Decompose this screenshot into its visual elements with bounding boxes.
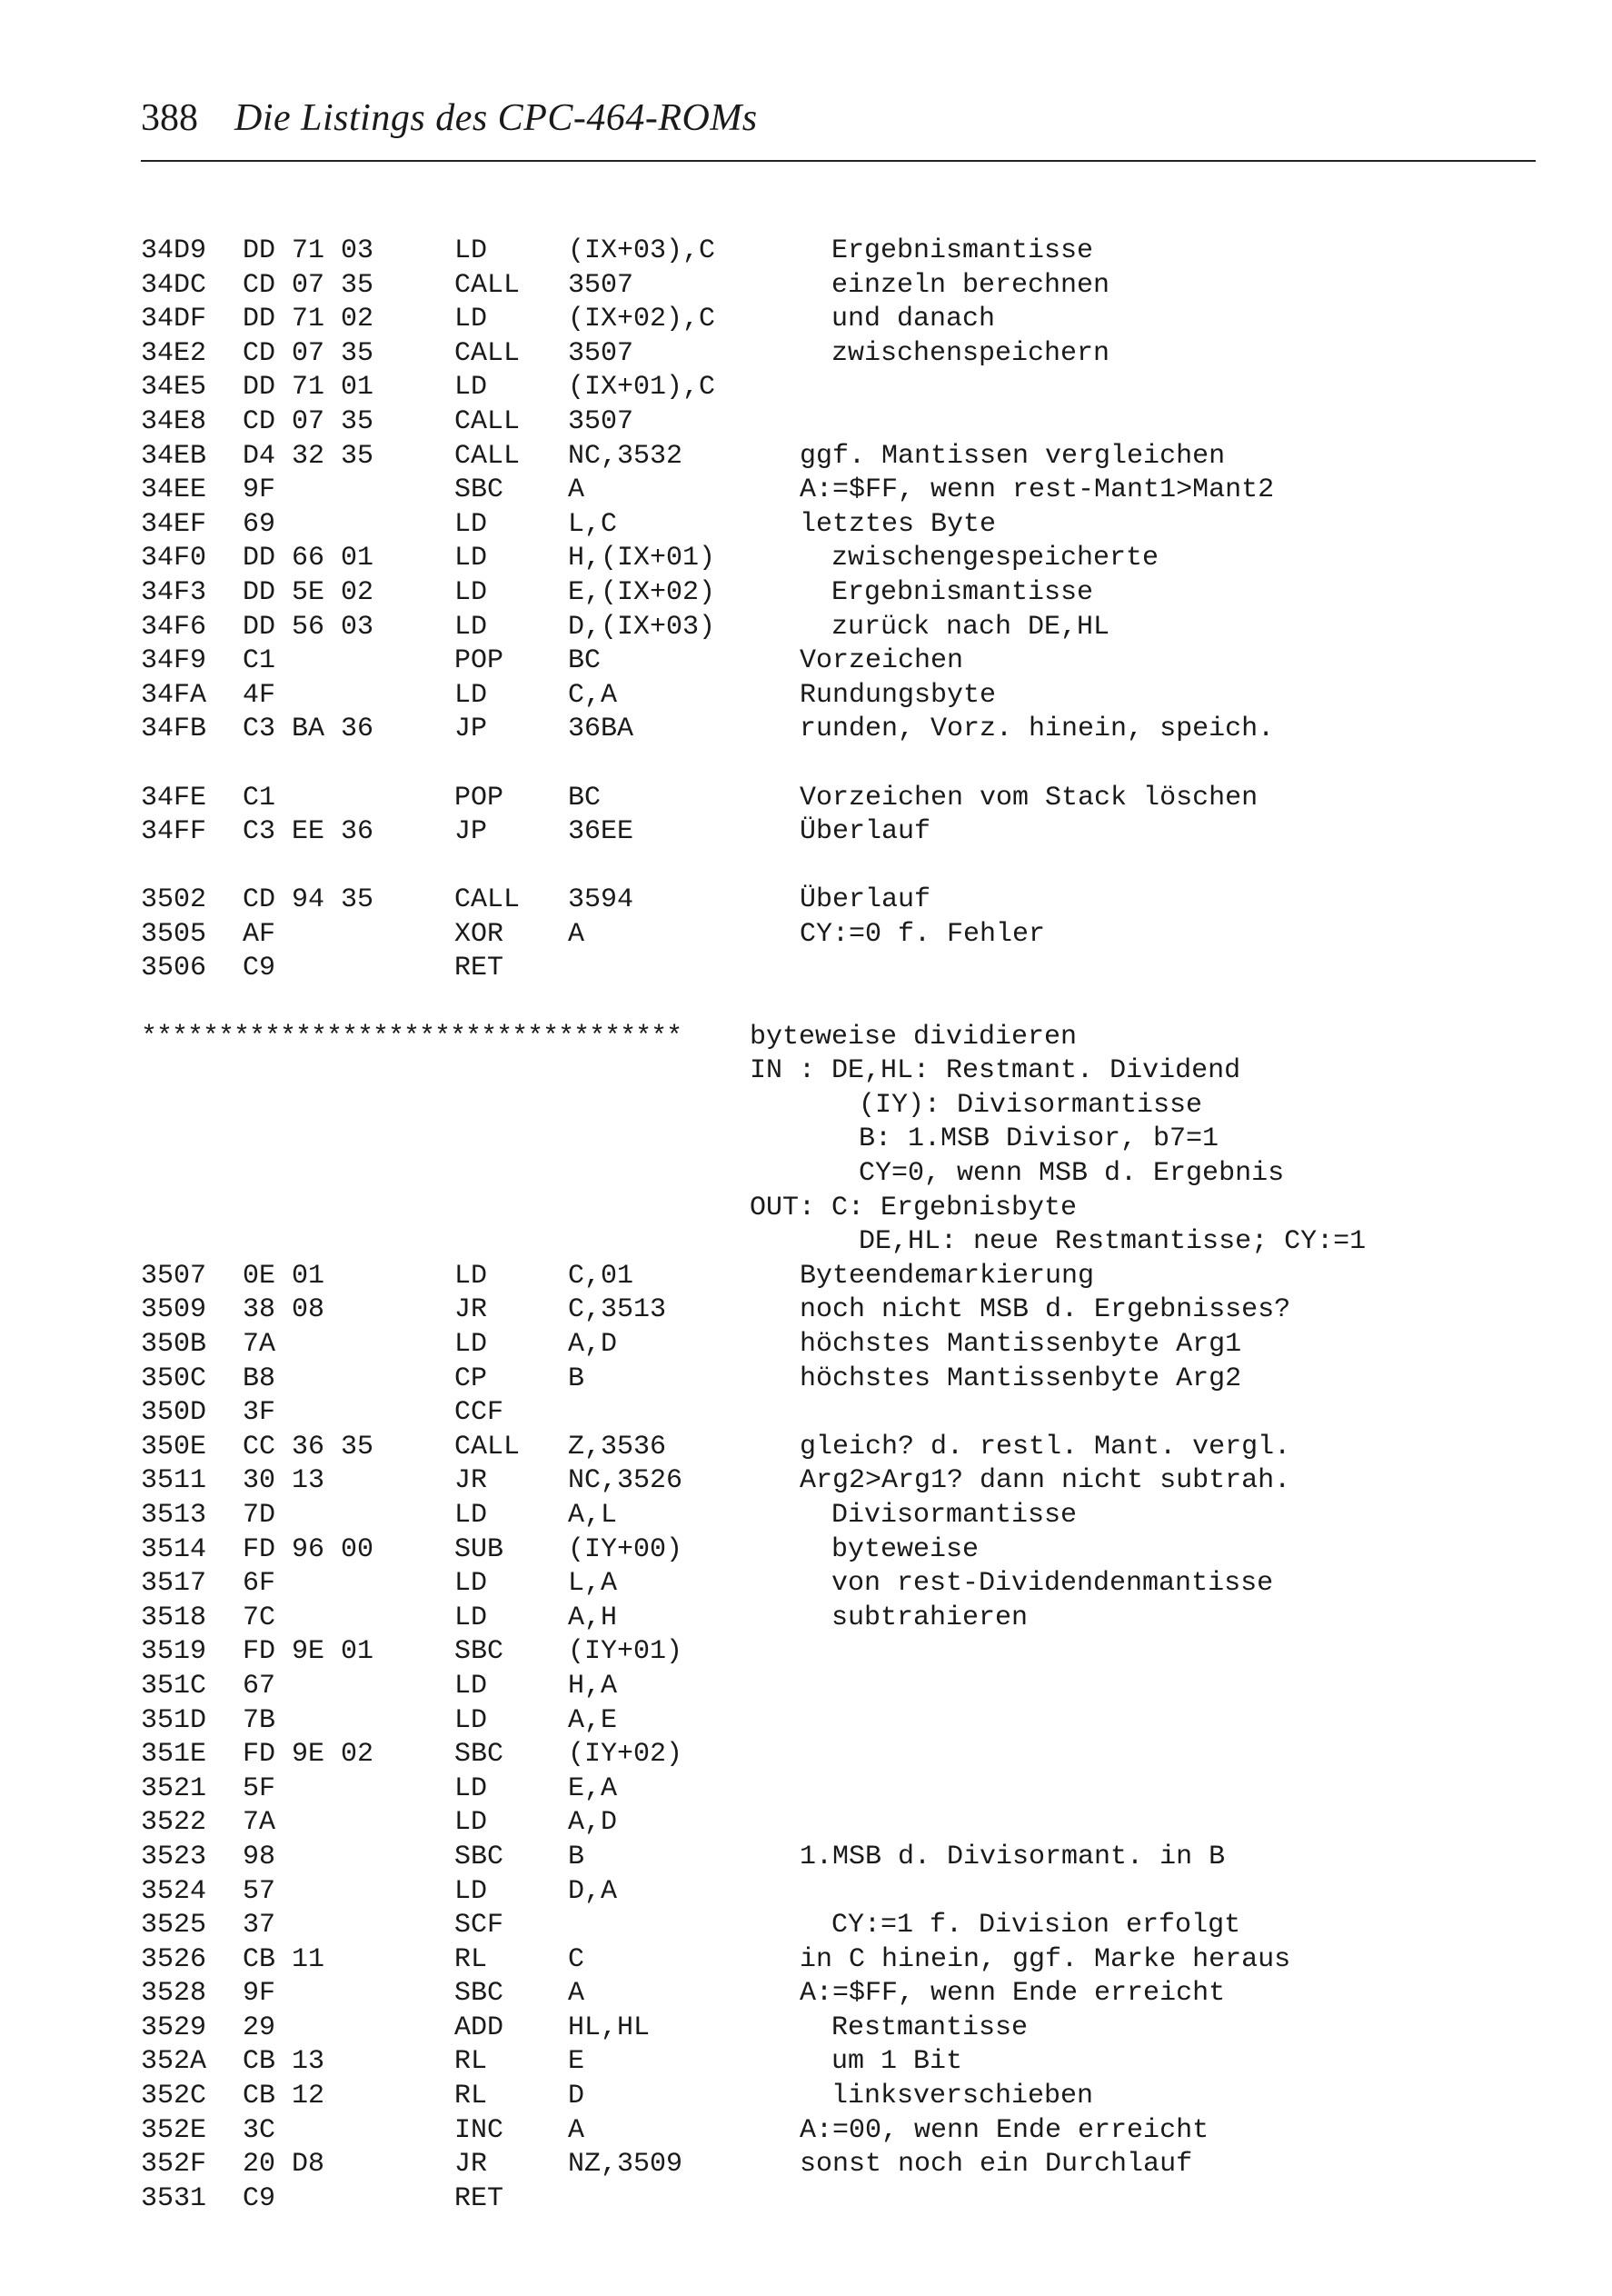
operand: Z,3536 (568, 1431, 667, 1462)
mnemonic: LD (454, 1704, 488, 1736)
mnemonic: RET (454, 953, 504, 984)
opcode-bytes: D4 32 35 (243, 440, 374, 472)
operand: BC (568, 782, 602, 814)
opcode-bytes: FD 96 00 (243, 1533, 374, 1565)
address: 34FF (141, 816, 207, 848)
operand: A (568, 2114, 585, 2146)
address: 3514 (141, 1533, 207, 1565)
mnemonic: JP (454, 714, 488, 745)
operand: (IX+01),C (568, 372, 716, 404)
opcode-bytes: CD 07 35 (243, 337, 374, 369)
address: 351D (141, 1704, 207, 1736)
mnemonic: RET (454, 2182, 504, 2214)
header-rule (141, 160, 1536, 162)
listing-row (141, 2148, 1558, 2182)
opcode-bytes: DD 71 01 (243, 372, 374, 404)
opcode-bytes: 29 (243, 2011, 276, 2043)
mnemonic: LD (454, 576, 488, 608)
mnemonic: CALL (454, 405, 521, 437)
blank-row (141, 850, 1558, 884)
operand: E,(IX+02) (568, 576, 716, 608)
address: 3509 (141, 1294, 207, 1326)
address: 3506 (141, 953, 207, 984)
listing-row (141, 1841, 1558, 1875)
opcode-bytes: 7B (243, 1704, 276, 1736)
operand: 3507 (568, 337, 634, 369)
address: 350C (141, 1363, 207, 1394)
operand: A,D (568, 1329, 618, 1360)
opcode-bytes: CD 94 35 (243, 884, 374, 916)
operand: E,A (568, 1772, 618, 1804)
address: 350B (141, 1329, 207, 1360)
listing-row (141, 1260, 1558, 1294)
address: 3518 (141, 1602, 207, 1633)
comment: CY:=1 f. Division erfolgt (831, 1910, 1241, 1942)
listing-row (141, 1533, 1558, 1568)
listing-row (141, 508, 1558, 543)
mnemonic: CALL (454, 1431, 521, 1462)
opcode-bytes: 3F (243, 1397, 276, 1429)
operand: D,A (568, 1875, 618, 1907)
operand: (IX+03),C (568, 235, 716, 266)
operand: (IY+01) (568, 1636, 683, 1668)
mnemonic: LD (454, 1670, 488, 1702)
listing-row (141, 2114, 1558, 2149)
mnemonic: LD (454, 1602, 488, 1633)
address: 34EF (141, 508, 207, 540)
mnemonic: LD (454, 1772, 488, 1804)
opcode-bytes: 9F (243, 1978, 276, 2010)
opcode-bytes: CB 11 (243, 1943, 325, 1975)
mnemonic: SBC (454, 1841, 504, 1872)
operand: NZ,3509 (568, 2149, 683, 2181)
listing-row (141, 2045, 1558, 2080)
operand: B (568, 1363, 585, 1394)
operand: A (568, 474, 585, 506)
mnemonic: ADD (454, 2011, 504, 2043)
opcode-bytes: C1 (243, 645, 276, 677)
mnemonic: JP (454, 816, 488, 848)
listing-row (141, 1602, 1558, 1636)
asterisk-separator: *********************************** (141, 1021, 682, 1053)
address: 34F0 (141, 543, 207, 574)
mnemonic: LD (454, 1329, 488, 1360)
comment: Ergebnismantisse (831, 235, 1094, 266)
address: 34E5 (141, 372, 207, 404)
opcode-bytes: 0E 01 (243, 1260, 325, 1292)
listing-row (141, 883, 1558, 918)
mnemonic: INC (454, 2114, 504, 2146)
listing-row (141, 303, 1558, 337)
listing-row (141, 405, 1558, 440)
operand: A,E (568, 1704, 618, 1736)
listing-row (141, 1464, 1558, 1499)
mnemonic: CALL (454, 440, 521, 472)
listing-row (141, 474, 1558, 508)
opcode-bytes: B8 (243, 1363, 276, 1394)
opcode-bytes: 7A (243, 1807, 276, 1839)
opcode-bytes: C3 BA 36 (243, 714, 374, 745)
opcode-bytes: 37 (243, 1910, 276, 1942)
operand: D,(IX+03) (568, 611, 716, 643)
listing-row (141, 576, 1558, 611)
page-number: 388 (141, 97, 198, 139)
comment: um 1 Bit (831, 2046, 963, 2078)
listing-row (141, 1875, 1558, 1910)
comment: Byteendemarkierung (800, 1260, 1095, 1292)
block-comment: CY=0, wenn MSB d. Ergebnis (859, 1158, 1285, 1190)
comment: höchstes Mantissenbyte Arg2 (800, 1363, 1242, 1394)
address: 351E (141, 1739, 207, 1771)
opcode-bytes: C9 (243, 953, 276, 984)
operand: L,A (568, 1568, 618, 1600)
mnemonic: LD (454, 679, 488, 711)
mnemonic: LD (454, 611, 488, 643)
opcode-bytes: 38 08 (243, 1294, 325, 1326)
address: 3511 (141, 1465, 207, 1497)
opcode-bytes: DD 71 03 (243, 235, 374, 266)
block-comment-row (141, 1192, 1558, 1226)
address: 34FB (141, 714, 207, 745)
operand: HL,HL (568, 2011, 651, 2043)
operand: B (568, 1841, 585, 1872)
comment: letztes Byte (800, 508, 997, 540)
block-comment: byteweise dividieren (750, 1021, 1078, 1053)
listing-row (141, 918, 1558, 953)
listing-row (141, 542, 1558, 576)
mnemonic: LD (454, 372, 488, 404)
comment: Vorzeichen (800, 645, 964, 677)
listing-row (141, 1772, 1558, 1807)
listing-row (141, 235, 1558, 269)
mnemonic: SBC (454, 1636, 504, 1668)
opcode-bytes: CD 07 35 (243, 269, 374, 301)
address: 352E (141, 2114, 207, 2146)
mnemonic: CALL (454, 269, 521, 301)
block-comment: IN : DE,HL: Restmant. Dividend (750, 1055, 1241, 1087)
opcode-bytes: 4F (243, 679, 276, 711)
listing-row (141, 269, 1558, 304)
operand: 36EE (568, 816, 634, 848)
operand: A (568, 1978, 585, 2010)
mnemonic: SBC (454, 1739, 504, 1771)
listing-row (141, 1431, 1558, 1465)
address: 3517 (141, 1568, 207, 1600)
comment: von rest-Dividendenmantisse (831, 1568, 1274, 1600)
address: 352A (141, 2046, 207, 2078)
address: 352F (141, 2149, 207, 2181)
opcode-bytes: 9F (243, 474, 276, 506)
operand: D (568, 2081, 585, 2112)
address: 34F9 (141, 645, 207, 677)
operand: (IX+02),C (568, 304, 716, 335)
opcode-bytes: CB 13 (243, 2046, 325, 2078)
listing-row (141, 1806, 1558, 1841)
mnemonic: LD (454, 543, 488, 574)
blank-row (141, 986, 1558, 1021)
address: 3505 (141, 918, 207, 950)
listing-row (141, 1977, 1558, 2011)
mnemonic: LD (454, 304, 488, 335)
mnemonic: XOR (454, 918, 504, 950)
mnemonic: LD (454, 508, 488, 540)
mnemonic: SCF (454, 1910, 504, 1942)
opcode-bytes: FD 9E 01 (243, 1636, 374, 1668)
operand: A,D (568, 1807, 618, 1839)
mnemonic: POP (454, 782, 504, 814)
address: 34F3 (141, 576, 207, 608)
operand: C (568, 1943, 585, 1975)
mnemonic: JR (454, 1294, 488, 1326)
opcode-bytes: C3 EE 36 (243, 816, 374, 848)
operand: (IY+02) (568, 1739, 683, 1771)
operand: H,A (568, 1670, 618, 1702)
mnemonic: LD (454, 1499, 488, 1531)
listing-row (141, 1396, 1558, 1431)
listing-row (141, 1738, 1558, 1772)
blank-row (141, 747, 1558, 782)
page-title: Die Listings des CPC-464-ROMs (234, 97, 758, 139)
mnemonic: LD (454, 1568, 488, 1600)
opcode-bytes: 5F (243, 1772, 276, 1804)
block-comment: (IY): Divisormantisse (859, 1089, 1203, 1121)
opcode-bytes: 6F (243, 1568, 276, 1600)
listing-row (141, 1943, 1558, 1978)
operand: C,A (568, 679, 618, 711)
opcode-bytes: FD 9E 02 (243, 1739, 374, 1771)
mnemonic: CALL (454, 337, 521, 369)
listing-row (141, 371, 1558, 405)
comment: in C hinein, ggf. Marke heraus (800, 1943, 1291, 1975)
listing-row (141, 2011, 1558, 2046)
comment: Vorzeichen vom Stack löschen (800, 782, 1259, 814)
comment: CY:=0 f. Fehler (800, 918, 1046, 950)
operand: A,L (568, 1499, 618, 1531)
comment: Restmantisse (831, 2011, 1029, 2043)
address: 34DF (141, 304, 207, 335)
address: 34D9 (141, 235, 207, 266)
comment: linksverschieben (831, 2081, 1094, 2112)
comment: byteweise (831, 1533, 980, 1565)
listing-row (141, 1293, 1558, 1328)
address: 34DC (141, 269, 207, 301)
mnemonic: RL (454, 1943, 488, 1975)
listing-row (141, 2080, 1558, 2114)
mnemonic: LD (454, 1260, 488, 1292)
operand: 3507 (568, 405, 634, 437)
comment: A:=00, wenn Ende erreicht (800, 2114, 1209, 2146)
operand: A (568, 918, 585, 950)
mnemonic: LD (454, 1807, 488, 1839)
address: 3513 (141, 1499, 207, 1531)
mnemonic: LD (454, 235, 488, 266)
mnemonic: SBC (454, 1978, 504, 2010)
operand: C,01 (568, 1260, 634, 1292)
listing-row (141, 337, 1558, 372)
block-comment-row (141, 1089, 1558, 1123)
opcode-bytes: 7A (243, 1329, 276, 1360)
comment: subtrahieren (831, 1602, 1029, 1633)
comment: A:=$FF, wenn rest-Mant1>Mant2 (800, 474, 1275, 506)
listing-row (141, 1328, 1558, 1363)
address: 34F6 (141, 611, 207, 643)
address: 3531 (141, 2182, 207, 2214)
opcode-bytes: 7D (243, 1499, 276, 1531)
mnemonic: SBC (454, 474, 504, 506)
listing-row (141, 782, 1558, 816)
mnemonic: POP (454, 645, 504, 677)
operand: L,C (568, 508, 618, 540)
comment: 1.MSB d. Divisormant. in B (800, 1841, 1226, 1872)
opcode-bytes: 3C (243, 2114, 276, 2146)
assembly-listing (141, 235, 1558, 2216)
block-comment-row (141, 1157, 1558, 1192)
comment: noch nicht MSB d. Ergebnisses? (800, 1294, 1291, 1326)
comment: Arg2>Arg1? dann nicht subtrah. (800, 1465, 1291, 1497)
mnemonic: JR (454, 1465, 488, 1497)
listing-row (141, 1499, 1558, 1533)
address: 34EE (141, 474, 207, 506)
comment: Rundungsbyte (800, 679, 997, 711)
comment: Überlauf (800, 816, 931, 848)
address: 3525 (141, 1910, 207, 1942)
operand: C,3513 (568, 1294, 667, 1326)
opcode-bytes: 67 (243, 1670, 276, 1702)
mnemonic: CALL (454, 884, 521, 916)
address: 34E8 (141, 405, 207, 437)
page-header (141, 87, 1536, 160)
listing-row (141, 679, 1558, 714)
opcode-bytes: DD 66 01 (243, 543, 374, 574)
operand: H,(IX+01) (568, 543, 716, 574)
comment: Überlauf (800, 884, 931, 916)
opcode-bytes: 20 D8 (243, 2149, 325, 2181)
operand: A,H (568, 1602, 618, 1633)
block-comment: B: 1.MSB Divisor, b7=1 (859, 1123, 1219, 1155)
listing-row (141, 1567, 1558, 1602)
listing-row (141, 815, 1558, 850)
opcode-bytes: CD 07 35 (243, 405, 374, 437)
separator-row (141, 1021, 1558, 1055)
operand: (IY+00) (568, 1533, 683, 1565)
address: 3502 (141, 884, 207, 916)
listing-row (141, 1704, 1558, 1739)
block-comment-row (141, 1225, 1558, 1260)
comment: runden, Vorz. hinein, speich. (800, 714, 1275, 745)
comment: Ergebnismantisse (831, 576, 1094, 608)
comment: gleich? d. restl. Mant. vergl. (800, 1431, 1291, 1462)
operand: E (568, 2046, 585, 2078)
operand: NC,3532 (568, 440, 683, 472)
address: 34E2 (141, 337, 207, 369)
comment: A:=$FF, wenn Ende erreicht (800, 1978, 1226, 2010)
opcode-bytes: C9 (243, 2182, 276, 2214)
listing-row (141, 440, 1558, 474)
comment: Divisormantisse (831, 1499, 1078, 1531)
address: 350D (141, 1397, 207, 1429)
opcode-bytes: DD 71 02 (243, 304, 374, 335)
address: 3529 (141, 2011, 207, 2043)
address: 3528 (141, 1978, 207, 2010)
comment: zwischengespeicherte (831, 543, 1159, 574)
address: 34EB (141, 440, 207, 472)
address: 351C (141, 1670, 207, 1702)
opcode-bytes: 57 (243, 1875, 276, 1907)
mnemonic: LD (454, 1875, 488, 1907)
opcode-bytes: CB 12 (243, 2081, 325, 2112)
listing-row (141, 611, 1558, 645)
listing-row (141, 644, 1558, 679)
comment: einzeln berechnen (831, 269, 1110, 301)
opcode-bytes: C1 (243, 782, 276, 814)
comment: ggf. Mantissen vergleichen (800, 440, 1226, 472)
listing-row (141, 1909, 1558, 1943)
opcode-bytes: CC 36 35 (243, 1431, 374, 1462)
listing-row (141, 713, 1558, 747)
mnemonic: JR (454, 2149, 488, 2181)
block-comment-row (141, 1123, 1558, 1157)
address: 3519 (141, 1636, 207, 1668)
address: 3523 (141, 1841, 207, 1872)
operand: 3594 (568, 884, 634, 916)
mnemonic: RL (454, 2081, 488, 2112)
block-comment: DE,HL: neue Restmantisse; CY:=1 (859, 1226, 1367, 1258)
address: 34FE (141, 782, 207, 814)
mnemonic: RL (454, 2046, 488, 2078)
address: 3524 (141, 1875, 207, 1907)
listing-row (141, 1635, 1558, 1670)
address: 3522 (141, 1807, 207, 1839)
address: 3526 (141, 1943, 207, 1975)
opcode-bytes: DD 5E 02 (243, 576, 374, 608)
operand: NC,3526 (568, 1465, 683, 1497)
address: 352C (141, 2081, 207, 2112)
opcode-bytes: 69 (243, 508, 276, 540)
block-comment-row (141, 1054, 1558, 1089)
opcode-bytes: DD 56 03 (243, 611, 374, 643)
listing-row (141, 2182, 1558, 2217)
operand: 3507 (568, 269, 634, 301)
address: 3521 (141, 1772, 207, 1804)
mnemonic: CP (454, 1363, 488, 1394)
listing-row (141, 952, 1558, 986)
mnemonic: SUB (454, 1533, 504, 1565)
comment: und danach (831, 304, 996, 335)
listing-row (141, 1363, 1558, 1397)
address: 34FA (141, 679, 207, 711)
operand: 36BA (568, 714, 634, 745)
address: 350E (141, 1431, 207, 1462)
operand: BC (568, 645, 602, 677)
comment: höchstes Mantissenbyte Arg1 (800, 1329, 1242, 1360)
block-comment: OUT: C: Ergebnisbyte (750, 1192, 1078, 1223)
address: 3507 (141, 1260, 207, 1292)
opcode-bytes: 98 (243, 1841, 276, 1872)
opcode-bytes: 7C (243, 1602, 276, 1633)
comment: zurück nach DE,HL (831, 611, 1110, 643)
opcode-bytes: 30 13 (243, 1465, 325, 1497)
listing-row (141, 1670, 1558, 1704)
comment: sonst noch ein Durchlauf (800, 2149, 1193, 2181)
mnemonic: CCF (454, 1397, 504, 1429)
comment: zwischenspeichern (831, 337, 1110, 369)
opcode-bytes: AF (243, 918, 276, 950)
